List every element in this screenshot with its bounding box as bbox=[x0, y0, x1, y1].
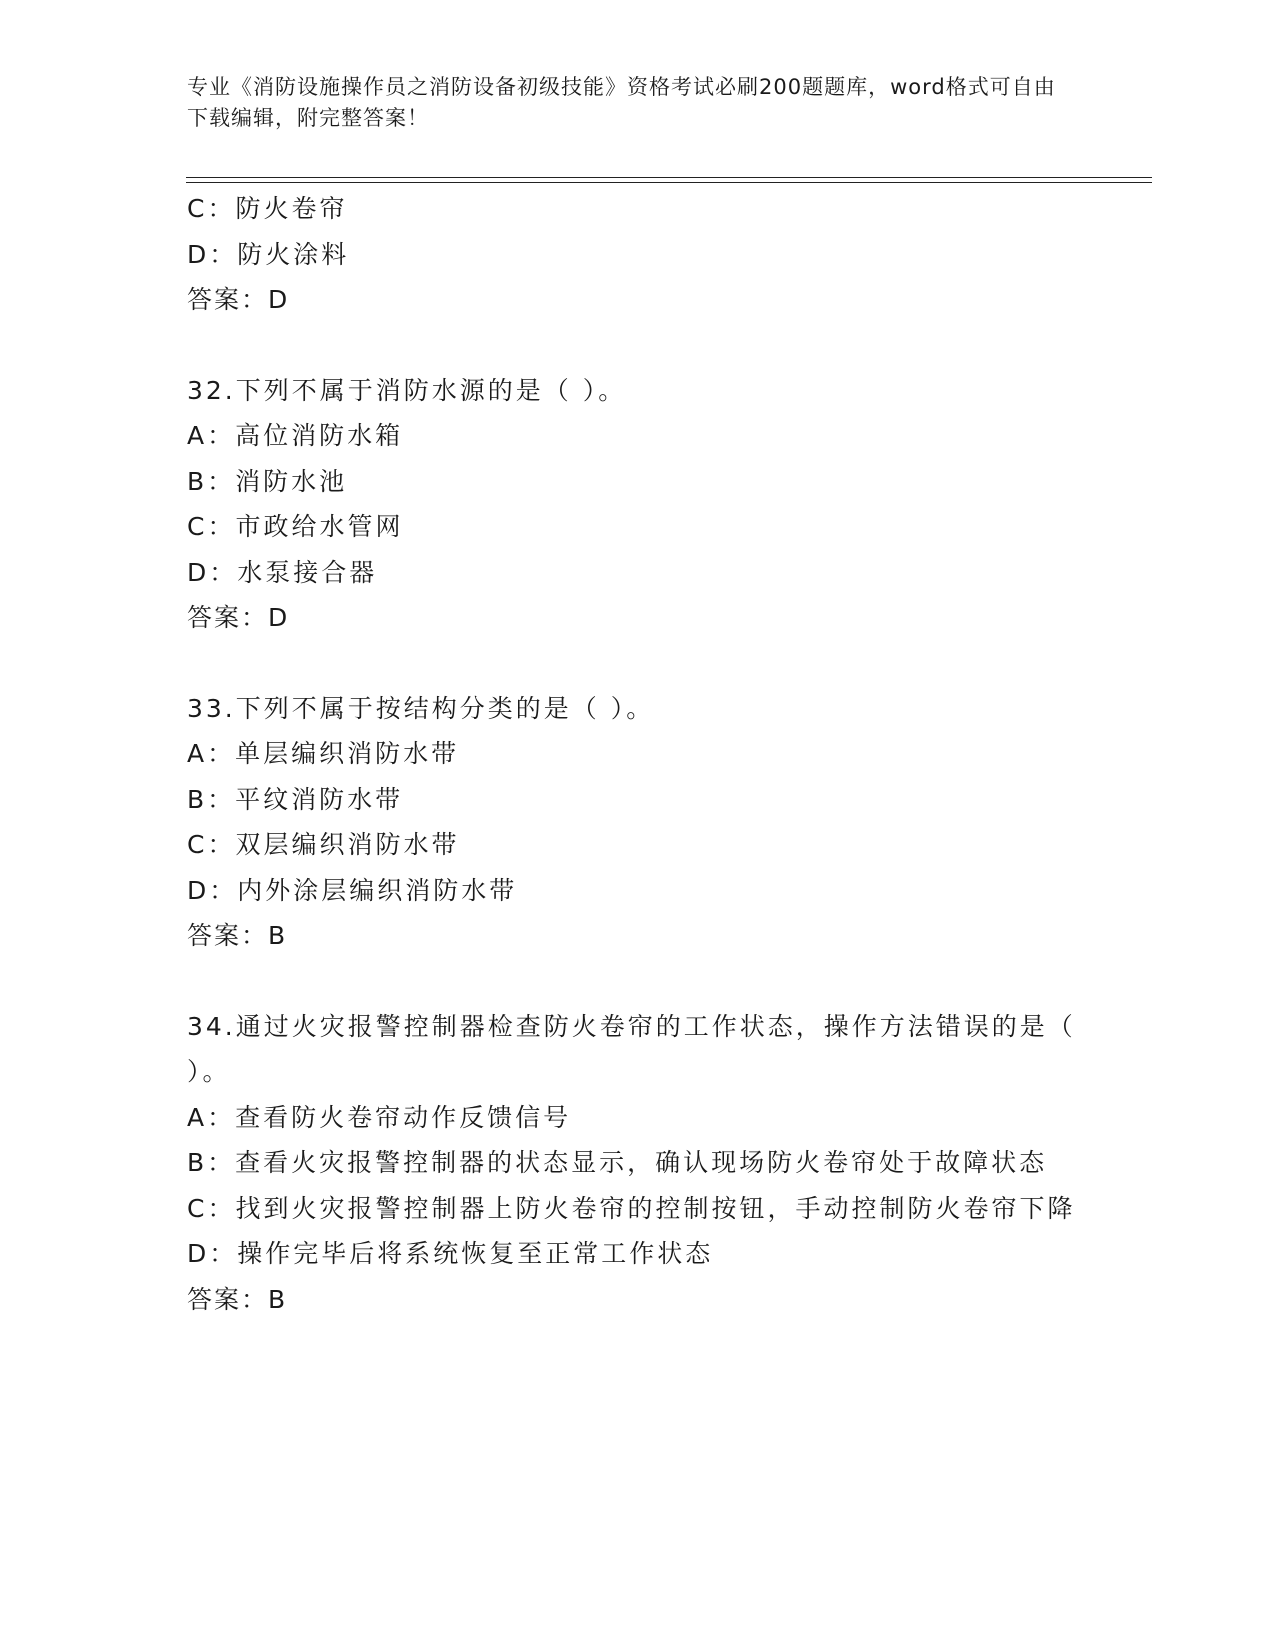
question-stem: 33.下列不属于按结构分类的是（ ）。 bbox=[187, 693, 655, 723]
answer: 答案：D bbox=[187, 285, 290, 314]
previous-question-tail bbox=[187, 186, 1087, 323]
header-rule-top bbox=[186, 177, 1152, 178]
option-a: A：查看防火卷帘动作反馈信号 bbox=[187, 1102, 572, 1132]
option-d: D：操作完毕后将系统恢复至正常工作状态 bbox=[187, 1239, 714, 1268]
question-stem: 32.下列不属于消防水源的是（ ）。 bbox=[187, 375, 627, 405]
option-c: C：双层编织消防水带 bbox=[187, 830, 460, 859]
question-32 bbox=[187, 368, 1087, 641]
option-a: A：高位消防水箱 bbox=[187, 421, 404, 450]
answer: 答案：D bbox=[187, 603, 290, 632]
option-b: B：平纹消防水带 bbox=[187, 784, 404, 814]
question-33 bbox=[187, 686, 1087, 959]
option-d: D：防火涂料 bbox=[187, 239, 350, 269]
question-content bbox=[187, 186, 1087, 1322]
option-a: A：单层编织消防水带 bbox=[187, 739, 460, 768]
option-d: D：水泵接合器 bbox=[187, 557, 378, 587]
option-b: B：查看火灾报警控制器的状态显示，确认现场防火卷帘处于故障状态 bbox=[187, 1148, 1048, 1177]
answer: 答案：B bbox=[187, 921, 288, 950]
question-stem: 34.通过火灾报警控制器检查防火卷帘的工作状态，操作方法错误的是（ ）。 bbox=[187, 1011, 1076, 1086]
answer: 答案：B bbox=[187, 1284, 288, 1314]
option-d: D：内外涂层编织消防水带 bbox=[187, 875, 518, 905]
option-c: C：市政给水管网 bbox=[187, 512, 404, 541]
option-b: B：消防水池 bbox=[187, 466, 348, 496]
document-header: 专业《消防设施操作员之消防设备初级技能》资格考试必刷200题题库，word格式可自由下载编辑，附完整答案！ bbox=[187, 75, 1056, 130]
option-c: C：防火卷帘 bbox=[187, 194, 348, 223]
question-34 bbox=[187, 1004, 1087, 1323]
header-rule-bottom bbox=[186, 182, 1152, 183]
option-c: C：找到火灾报警控制器上防火卷帘的控制按钮，手动控制防火卷帘下降 bbox=[187, 1193, 1076, 1223]
